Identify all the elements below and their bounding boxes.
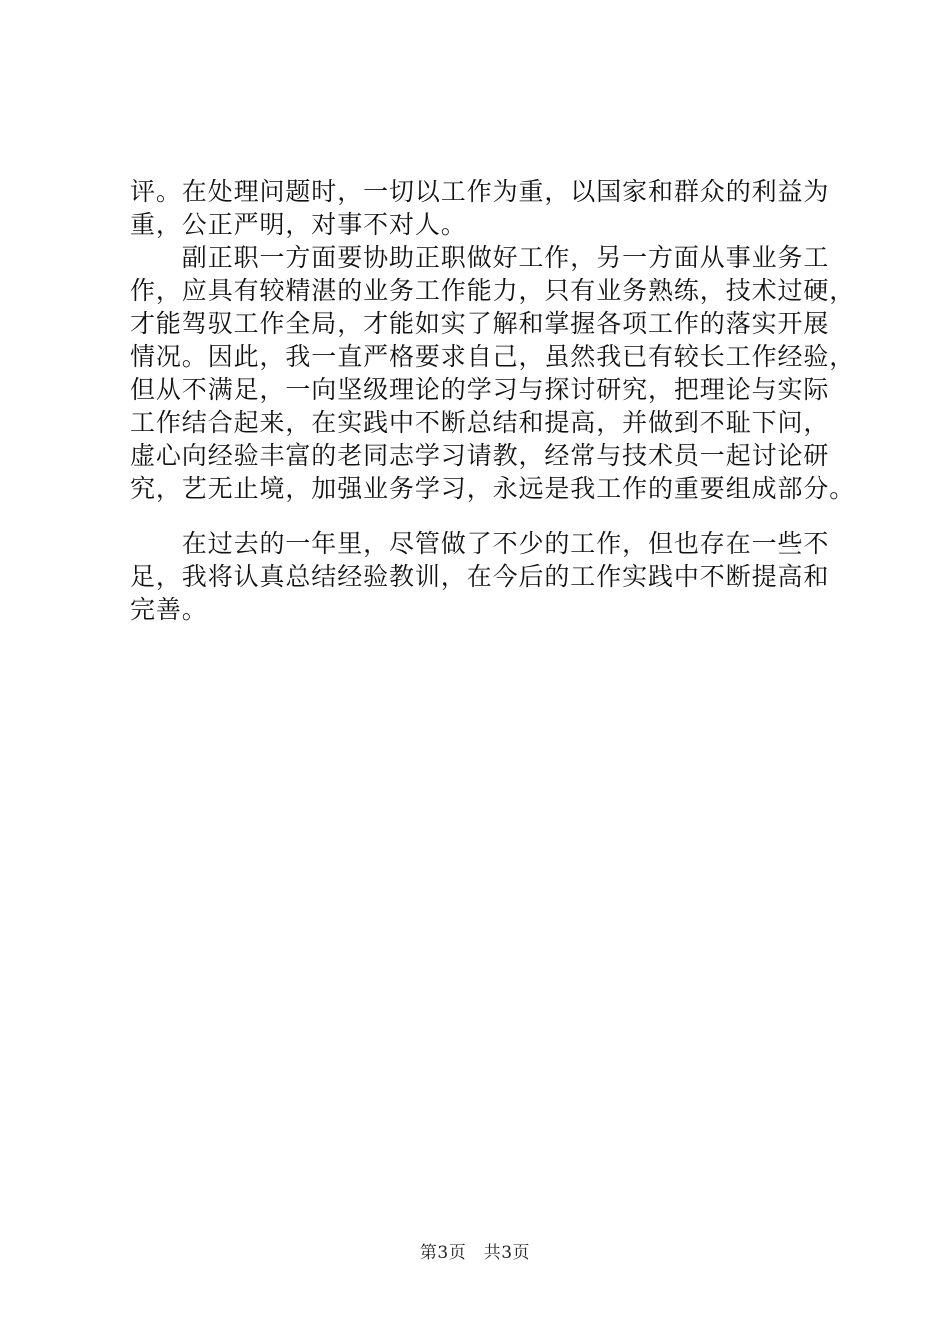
paragraph-3-line-3: 完善。 [130, 595, 208, 624]
paragraph-2-line-8: 究，艺无止境，加强业务学习，永远是我工作的重要组成部分。 [130, 474, 856, 503]
paragraph-3-line-1: 在过去的一年里，尽管做了不少的工作，但也存在一些不 [130, 529, 830, 558]
paragraph-1-line-2: 重，公正严明，对事不对人。 [130, 210, 467, 239]
paragraph-3-line-2: 足，我将认真总结经验教训，在今后的工作实践中不断提高和 [130, 562, 830, 591]
paragraph-2-line-4: 情况。因此，我一直严格要求自己，虽然我已有较长工作经验， [130, 342, 856, 371]
paragraph-2-line-5: 但从不满足，一向坚级理论的学习与探讨研究，把理论与实际 [130, 375, 830, 404]
paragraph-2-line-6: 工作结合起来，在实践中不断总结和提高，并做到不耻下问， [130, 408, 830, 437]
paragraph-2-line-2: 作，应具有较精湛的业务工作能力，只有业务熟练，技术过硬， [130, 276, 856, 305]
paragraph-2-line-1: 副正职一方面要协助正职做好工作，另一方面从事业务工 [130, 243, 830, 272]
paragraph-2-line-3: 才能驾驭工作全局，才能如实了解和掌握各项工作的落实开展 [130, 309, 830, 338]
paragraph-1-line-1: 评。在处理问题时，一切以工作为重，以国家和群众的利益为 [130, 177, 830, 206]
page-footer: 第3页 共3页 [419, 1243, 531, 1263]
paragraph-2-line-7: 虚心向经验丰富的老同志学习请教，经常与技术员一起讨论研 [130, 441, 830, 470]
